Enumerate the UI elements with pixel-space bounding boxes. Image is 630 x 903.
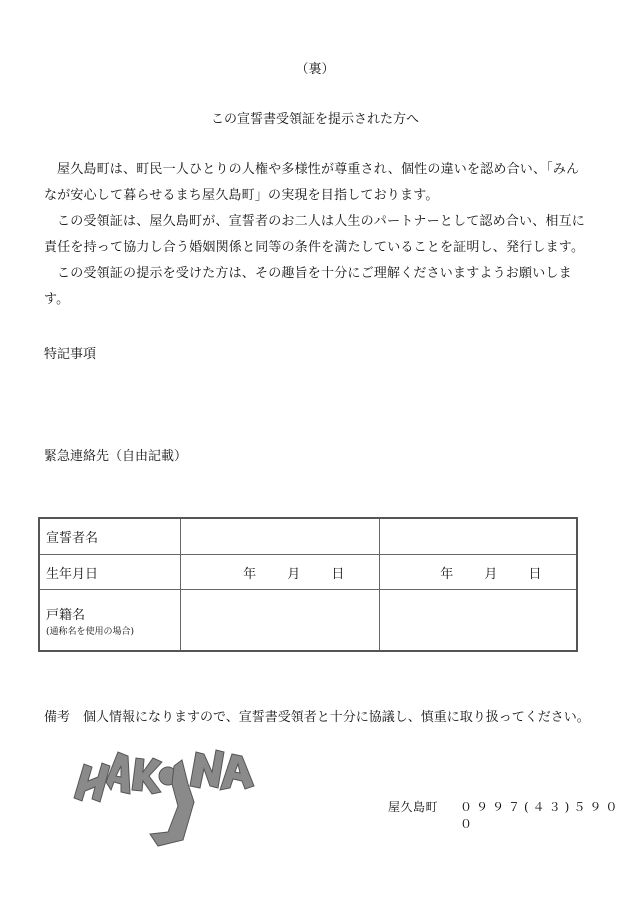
yakushima-logo [70, 736, 260, 848]
day-unit: 日 [331, 566, 345, 582]
birthdate-field-first [181, 554, 380, 589]
table-row [39, 518, 577, 554]
domicile-field-second [380, 590, 577, 651]
paragraph-request: この受領証の提示を受けた方は、その趣旨を十分にご理解くださいますようお願いします。 [44, 266, 572, 307]
name-row-label: 宣誓者名 [39, 518, 181, 554]
domicile-row-label [39, 590, 181, 651]
footer-phone: ０９９７(４３)５９００ [460, 800, 622, 831]
emergency-contact-label: 緊急連絡先（自由記載） [44, 449, 188, 464]
special-notes-label: 特記事項 [44, 347, 97, 362]
table-row [39, 590, 577, 651]
paragraph-certification: この受領証は、屋久島町が、宣誓者のお二人は人生のパートナーとして認め合い、相互に責任を持って協力し合う婚姻関係と同等の条件を満たしていることを証明し、発行します。 [44, 214, 586, 255]
yakushima-logo-graphic [70, 736, 260, 848]
month-unit: 月 [484, 566, 498, 582]
table-row [39, 554, 577, 589]
birthdate-field-second [380, 554, 577, 589]
declarant-table [38, 517, 578, 652]
remarks-text: 備考 個人情報になりますので、宣誓書受領者と十分に協議し、慎重に取り扱ってください。 [44, 710, 590, 725]
domicile-note: (通称名を使用の場合) [46, 626, 135, 637]
domicile-field-first [181, 590, 380, 651]
name-field-second [380, 518, 577, 554]
domicile-label: 戸籍名 [46, 607, 86, 623]
day-unit: 日 [528, 566, 542, 582]
birthdate-row-label: 生年月日 [39, 554, 181, 589]
page-title: この宣誓書受領証を提示された方へ [210, 112, 419, 127]
side-label: （裏） [295, 62, 335, 77]
year-unit: 年 [440, 566, 454, 582]
paragraph-intro: 屋久島町は、町民一人ひとりの人権や多様性が尊重され、個性の違いを認め合い、「みんなが安心して暮らせるまち屋久島町」の実現を目指しております。 [44, 162, 580, 203]
month-unit: 月 [287, 566, 301, 582]
name-field-first [181, 518, 380, 554]
footer-office: 屋久島町 [388, 800, 439, 814]
year-unit: 年 [243, 566, 257, 582]
